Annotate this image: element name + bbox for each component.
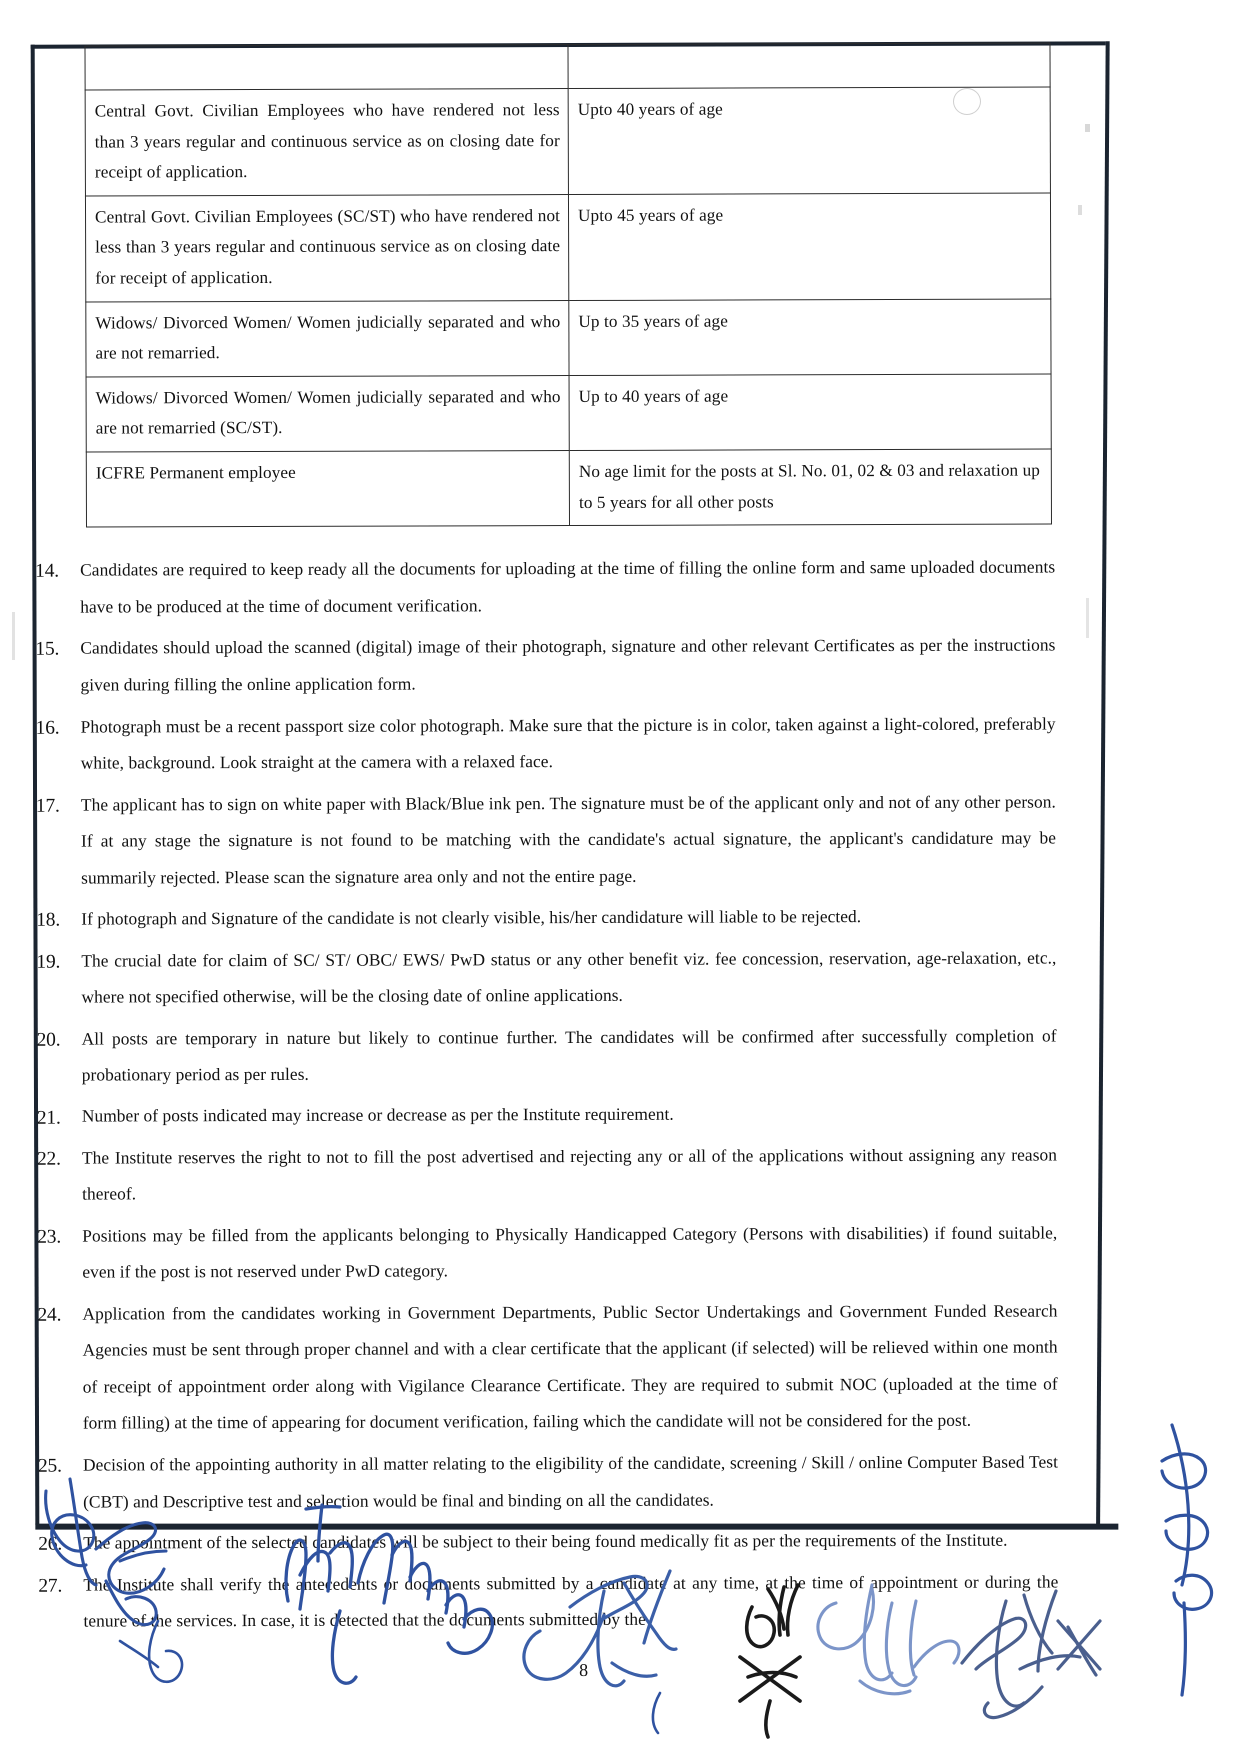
page-number: 8 [579,1659,589,1680]
clause-text: The Institute reserves the right to not to fill the post advertised and rejecting any or all of the applications without assigning any reason thereof. [81,1144,1058,1204]
list-item [37,1017,1057,1093]
age-limit-cell [568,43,1050,89]
list-item [38,1444,1058,1520]
clause-list [35,549,1058,1640]
age-limit-cell: No age limit for the posts at Sl. No. 01, 02 & 03 and relaxation up to 5 years for all other posts [569,449,1051,526]
table-row [85,193,1050,302]
list-item [35,627,1055,703]
age-relaxation-table [84,43,1052,528]
clause-number: 27. [38,1575,63,1597]
list-item [37,1095,1057,1134]
clause-number: 25. [37,1455,62,1477]
clause-number: 15. [35,639,60,661]
page-content [33,42,1128,1680]
table-row [85,87,1050,196]
clause-text: Candidates are required to keep ready all the documents for uploading at the time of filling the online form and same uploaded documents have to be produced at the time of document verification. [80,556,1056,617]
clause-text: Photograph must be a recent passport size color photograph. Make sure that the picture is in color, taken against a light-colored, preferably white, background. Look straight at the camera with a relaxed face. [80,713,1056,773]
table-row [86,374,1051,452]
clause-text: Decision of the appointing authority in all matter relating to the eligibility of the candidate, screening / Skill / online Computer Based Test (CBT) and Descriptive test and selection would be final and binding on all the candidates. [82,1451,1058,1512]
age-limit-cell: Up to 40 years of age [569,374,1051,451]
clause-number: 22. [36,1148,61,1170]
age-limit-cell: Upto 45 years of age [568,193,1050,300]
clause-number: 23. [37,1226,62,1248]
clause-text: If photograph and Signature of the candidate is not clearly visible, his/her candidature will liable to be rejected. [81,906,862,929]
clause-number: 18. [36,909,61,931]
table-row [86,299,1051,377]
age-limit-cell: Up to 35 years of age [569,299,1051,376]
clause-text: The applicant has to sign on white paper with Black/Blue ink pen. The signature must be of the applicant only and not of any other person. If at any stage the signature is not found to be matching with the candidate's actual signature, the applicant's candidature may be summarily rejected. Please scan the signature area only and not the entire page. [80,791,1057,888]
clause-text: Positions may be filled from the applicants belonging to Physically Handicapped Category (Persons with disabilities) if found suitable, even if the post is not reserved under PwD category. [82,1222,1058,1282]
clause-number: 24. [37,1304,62,1326]
scan-speck-artifact [12,612,15,660]
list-item [36,898,1056,938]
list-item [36,705,1056,781]
list-item [37,1292,1057,1441]
list-item [38,1522,1058,1562]
clause-text: Number of posts indicated may increase or decrease as per the Institute requirement. [81,1103,674,1126]
list-item [36,939,1056,1015]
clause-number: 26. [38,1533,63,1555]
clause-number: 21. [36,1107,61,1129]
age-limit-cell: Upto 40 years of age [568,87,1050,194]
clause-number: 19. [36,951,61,973]
signature-7 [1162,1425,1212,1695]
table-row [85,43,1050,90]
clause-text: The crucial date for claim of SC/ ST/ OBC/ EWS/ PwD status or any other benefit viz. fee concession, reservation, age-relaxation, etc., where not specified otherwise, will be the closing date of online applications. [81,947,1057,1007]
age-relaxation-table-body [85,43,1052,527]
clause-number: 17. [35,795,60,817]
clause-text: Candidates should upload the scanned (digital) image of their photograph, signature and other relevant Certificates as per the instructions given during filling the online application form. [80,634,1056,695]
clause-number: 20. [36,1029,61,1051]
list-item [35,549,1055,625]
clause-text: The Institute shall verify the antecedents or documents submitted by a candidate at any time, at the time of appointment or during the tenure of the services. In case, it is detected that the documents submitted by the [83,1571,1059,1631]
table-row [86,449,1051,527]
list-item [37,1136,1057,1212]
clause-text: All posts are temporary in nature but likely to continue further. The candidates will be confirmed after successfully completion of probationary period as per rules. [81,1025,1057,1085]
age-category-cell: Central Govt. Civilian Employees who have rendered not less than 3 years regular and continuous service as on closing date for receipt of application. [85,89,568,196]
list-item [37,1214,1057,1290]
age-category-cell: ICFRE Permanent employee [86,451,569,528]
list-item [38,1563,1058,1639]
clause-text: The appointment of the selected candidates will be subject to their being found medically fit as per the requirements of the Institute. [83,1529,1008,1553]
age-category-cell: Central Govt. Civilian Employees (SC/ST) who have rendered not less than 3 years regular and continuous service as on closing date for receipt of application. [85,194,568,301]
age-category-cell: Widows/ Divorced Women/ Women judicially separated and who are not remarried (SC/ST). [86,375,569,452]
age-category-cell [85,45,568,91]
clause-number: 16. [35,717,60,739]
list-item [36,783,1056,896]
clause-number: 14. [35,560,59,583]
clause-text: Application from the candidates working in Government Departments, Public Sector Undertakings and Government Funded Research Agencies must be sent through proper channel and with a clear certificate that the applicant (if selected) will be relieved within one month of receipt of appointment order along with Vigilance Clearance Certificate. They are required to submit NOC (uploaded at the time of form filling) at the time of appearing for document verification, failing which the candidate will not be considered for the post. [82,1300,1058,1434]
age-category-cell: Widows/ Divorced Women/ Women judicially separated and who are not remarried. [86,300,569,377]
